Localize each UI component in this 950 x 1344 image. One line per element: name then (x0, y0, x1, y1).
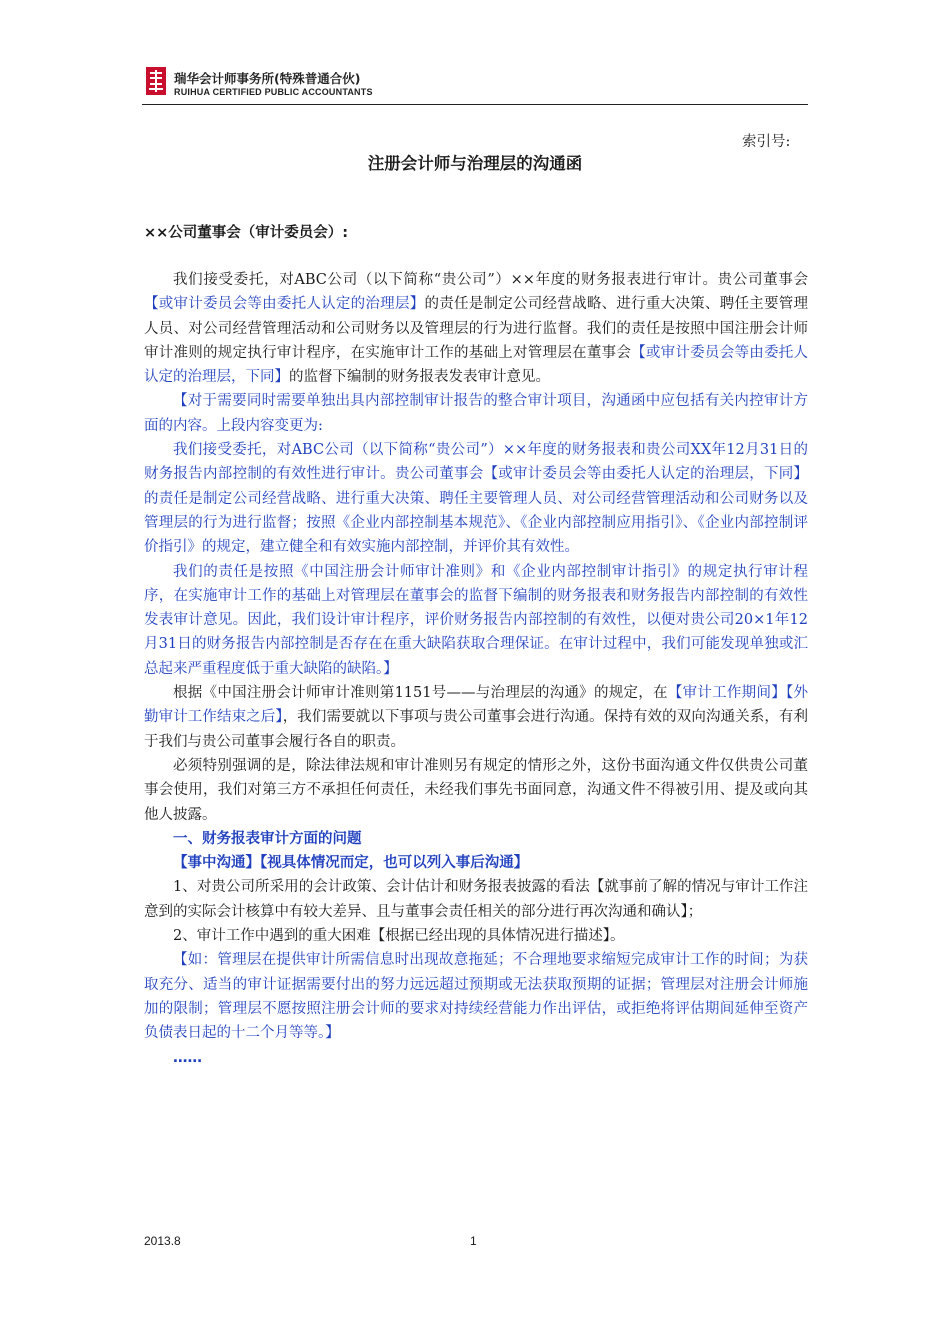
document-title: 注册会计师与治理层的沟通函 (367, 154, 583, 173)
list-item-significant-difficulties: 2、审计工作中遇到的重大困难【根据已经出现的具体情况进行描述】。 (173, 928, 625, 945)
paragraph-communication-basis: 根据《中国注册会计师审计准则第1151号——与治理层的沟通》的规定，在【审计工作期间】【外勤审计工作结束之后】，我们需要就以下事项与贵公司董事会进行沟通。保持有效的双向沟通关系，有利于我们与贵公司董事会履行各自的职责。 (144, 685, 809, 750)
addressee: ××公司董事会（审计委员会）: (144, 225, 349, 241)
section-heading-financial-audit: 一、财务报表审计方面的问题 (173, 830, 362, 847)
firm-name-en: RUIHUA CERTIFIED PUBLIC ACCOUNTANTS (174, 87, 373, 97)
firm-name-cn: 瑞华会计师事务所(特殊普通合伙) (174, 71, 361, 86)
firm-logo-icon (144, 64, 168, 98)
paragraph-examples: 【如：管理层在提供审计所需信息时出现故意拖延；不合理地要求缩短完成审计工作的时间；为获取充分、适当的审计证据需要付出的努力远远超过预期或无法获取预期的证据；管理层对注册会计师施加的限制；管理层不愿按照注册会计师的要求对持续经营能力作出评估，或拒绝将评估期间延伸至资产负债表日起的十二个月等等。】 (144, 952, 808, 1042)
list-item-accounting-policies: 1、对贵公司所采用的会计政策、会计估计和财务报表披露的看法【就事前了解的情况与审计工作注意到的实际会计核算中有较大差异、且与董事会责任相关的部分进行再次沟通和确认】； (144, 879, 808, 920)
paragraph-auditor-responsibility: 我们的责任是按照《中国注册会计师审计准则》和《企业内部控制审计指引》的规定执行审计程序，在实施审计工作的基础上对管理层在董事会的监督下编制的财务报表和财务报告内部控制的有效性发表审计意见。因此，我们设计审计程序，评价财务报告内部控制的有效性，以便对贵公司20×1年12月31日的财务报告内部控制是否存在在重大缺陷获取合理保证。在审计过程中，我们可能发现单独或汇总起来严重程度低于重大缺陷的缺陷。】 (144, 563, 808, 677)
paragraph-engagement: 我们接受委托，对ABC公司（以下简称“贵公司”）××年度的财务报表进行审计。贵公司董事会【或审计委员会等由委托人认定的治理层】的责任是制定公司经营战略、进行重大决策、聘任主要管理人员、对公司经营管理活动和公司财务以及管理层的行为进行监督。我们的责任是按照中国注册会计师审计准则的规定执行审计程序，在实施审计工作的基础上对管理层在董事会【或审计委员会等由委托人认定的治理层，下同】的监督下编制的财务报表发表审计意见。 (144, 272, 809, 386)
paragraph-integrated-engagement: 我们接受委托，对ABC公司（以下简称“贵公司”）××年度的财务报表和贵公司XX年12月31日的财务报告内部控制的有效性进行审计。贵公司董事会【或审计委员会等由委托人认定的治理层，下同】的责任是制定公司经营战略、进行重大决策、聘任主要管理人员、对公司经营管理活动和公司财务以及管理层的行为进行监督；按照《企业内部控制基本规范》、《企业内部控制应用指引》、《企业内部控制评价指引》的规定，建立健全和有效实施内部控制，并评价其有效性。 (144, 442, 808, 556)
ellipsis: …… (173, 1049, 202, 1066)
paragraph-restriction: 必须特别强调的是，除法律法规和审计准则另有规定的情形之外，这份书面沟通文件仅供贵公司董事会使用，我们对第三方不承担任何责任，未经我们事先书面同意，沟通文件不得被引用、提及或向其他人披露。 (144, 757, 808, 823)
subheading-interim-communication: 【事中沟通】【视具体情况而定，也可以列入事后沟通】 (173, 855, 529, 872)
paragraph-integrated-audit-note: 【对于需要同时需要单独出具内部控制审计报告的整合审计项目，沟通函中应包括有关内控审计方面的内容。上段内容变更为: (144, 393, 808, 434)
index-number-label: 索引号: (742, 134, 791, 150)
page-number: 1 (470, 1234, 477, 1248)
footer-date: 2013.8 (144, 1234, 181, 1248)
letter-body (144, 268, 808, 1070)
letterhead (142, 62, 808, 105)
